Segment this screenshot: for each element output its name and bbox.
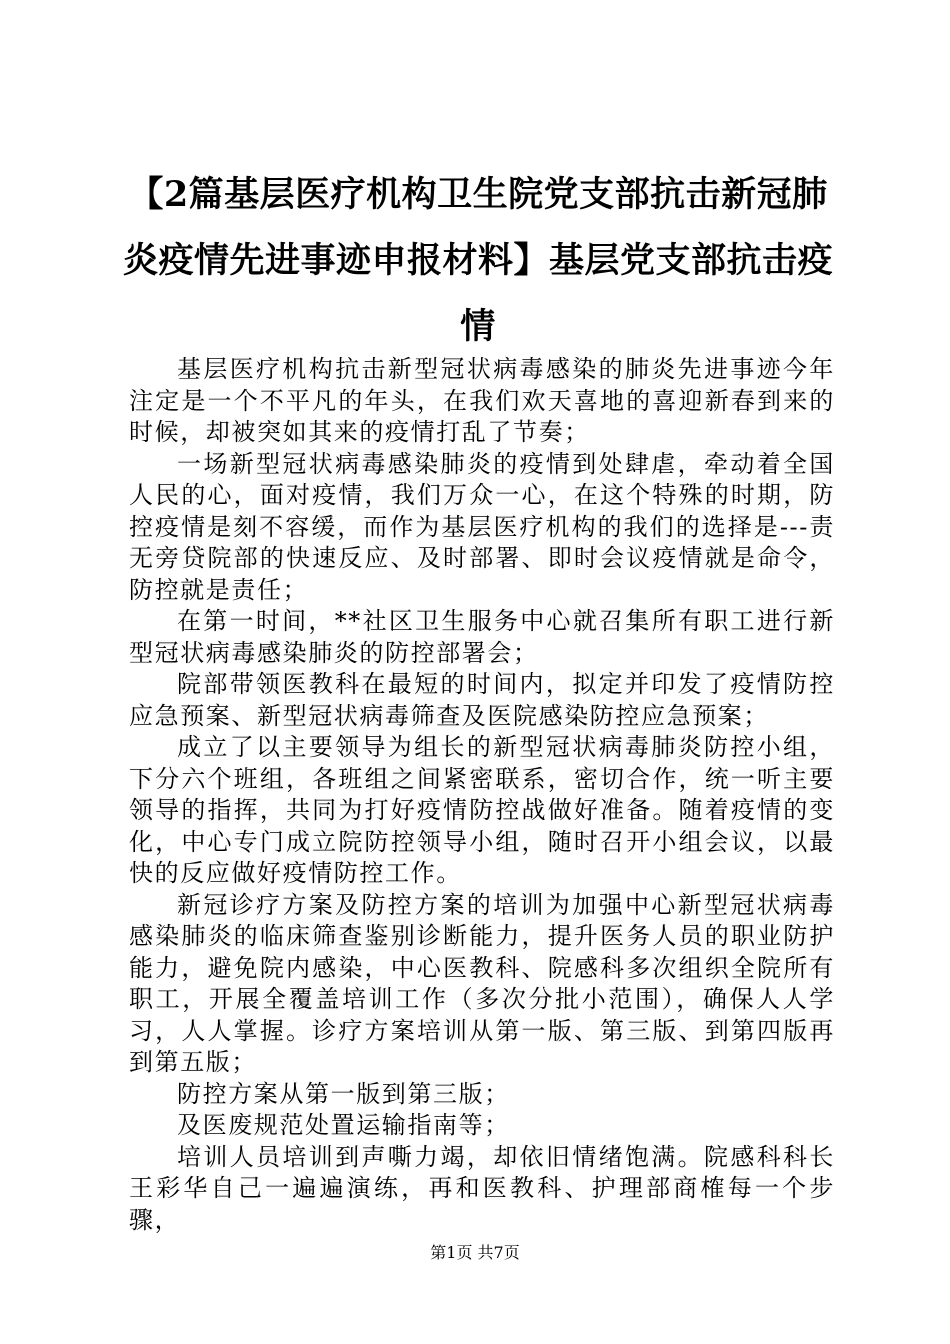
- paragraph: 新冠诊疗方案及防控方案的培训为加强中心新型冠状病毒感染肺炎的临床筛查鉴别诊断能力，提升医务人员的职业防护能力，避免院内感染，中心医教科、院感科多次组织全院所有职工，开展全覆盖培训工作（多次分批小范围），确保人人学习，人人掌握。诊疗方案培训从第一版、第三版、到第四版再到第五版；: [129, 890, 835, 1076]
- paragraph: 基层医疗机构抗击新型冠状病毒感染的肺炎先进事迹今年注定是一个不平凡的年头，在我们欢天喜地的喜迎新春到来的时候，却被突如其来的疫情打乱了节奏；: [129, 355, 835, 446]
- paragraph: 院部带领医教科在最短的时间内，拟定并印发了疫情防控应急预案、新型冠状病毒筛查及医院感染防控应急预案；: [129, 670, 835, 730]
- paragraph: 防控方案从第一版到第三版；: [177, 1079, 510, 1108]
- paragraph: 培训人员培训到声嘶力竭，却依旧情绪饱满。院感科科长王彩华自己一遍遍演练，再和医教科、护理部商榷每一个步骤，: [129, 1142, 835, 1234]
- paragraph: 成立了以主要领导为组长的新型冠状病毒肺炎防控小组，下分六个班组，各班组之间紧密联系，密切合作，统一听主要领导的指挥，共同为打好疫情防控战做好准备。随着疫情的变化，中心专门成立院防控领导小组，随时召开小组会议，以最快的反应做好疫情防控工作。: [129, 733, 835, 887]
- document-title: 【2篇基层医疗机构卫生院党支部抗击新冠肺炎疫情先进事迹申报材料】基层党支部抗击疫情: [122, 174, 833, 347]
- paragraph: 在第一时间，**社区卫生服务中心就召集所有职工进行新型冠状病毒感染肺炎的防控部署会；: [129, 607, 835, 667]
- paragraph: 一场新型冠状病毒感染肺炎的疫情到处肆虐，牵动着全国人民的心，面对疫情，我们万众一心，在这个特殊的时期，防控疫情是刻不容缓，而作为基层医疗机构的我们的选择是---责无旁贷院部的快速反应、及时部署、即时会议疫情就是命令，防控就是责任；: [129, 449, 835, 604]
- paragraph: 及医废规范处置运输指南等；: [177, 1111, 510, 1139]
- page-number-footer: 第1页 共7页: [430, 1243, 520, 1262]
- document-body: [129, 354, 835, 1236]
